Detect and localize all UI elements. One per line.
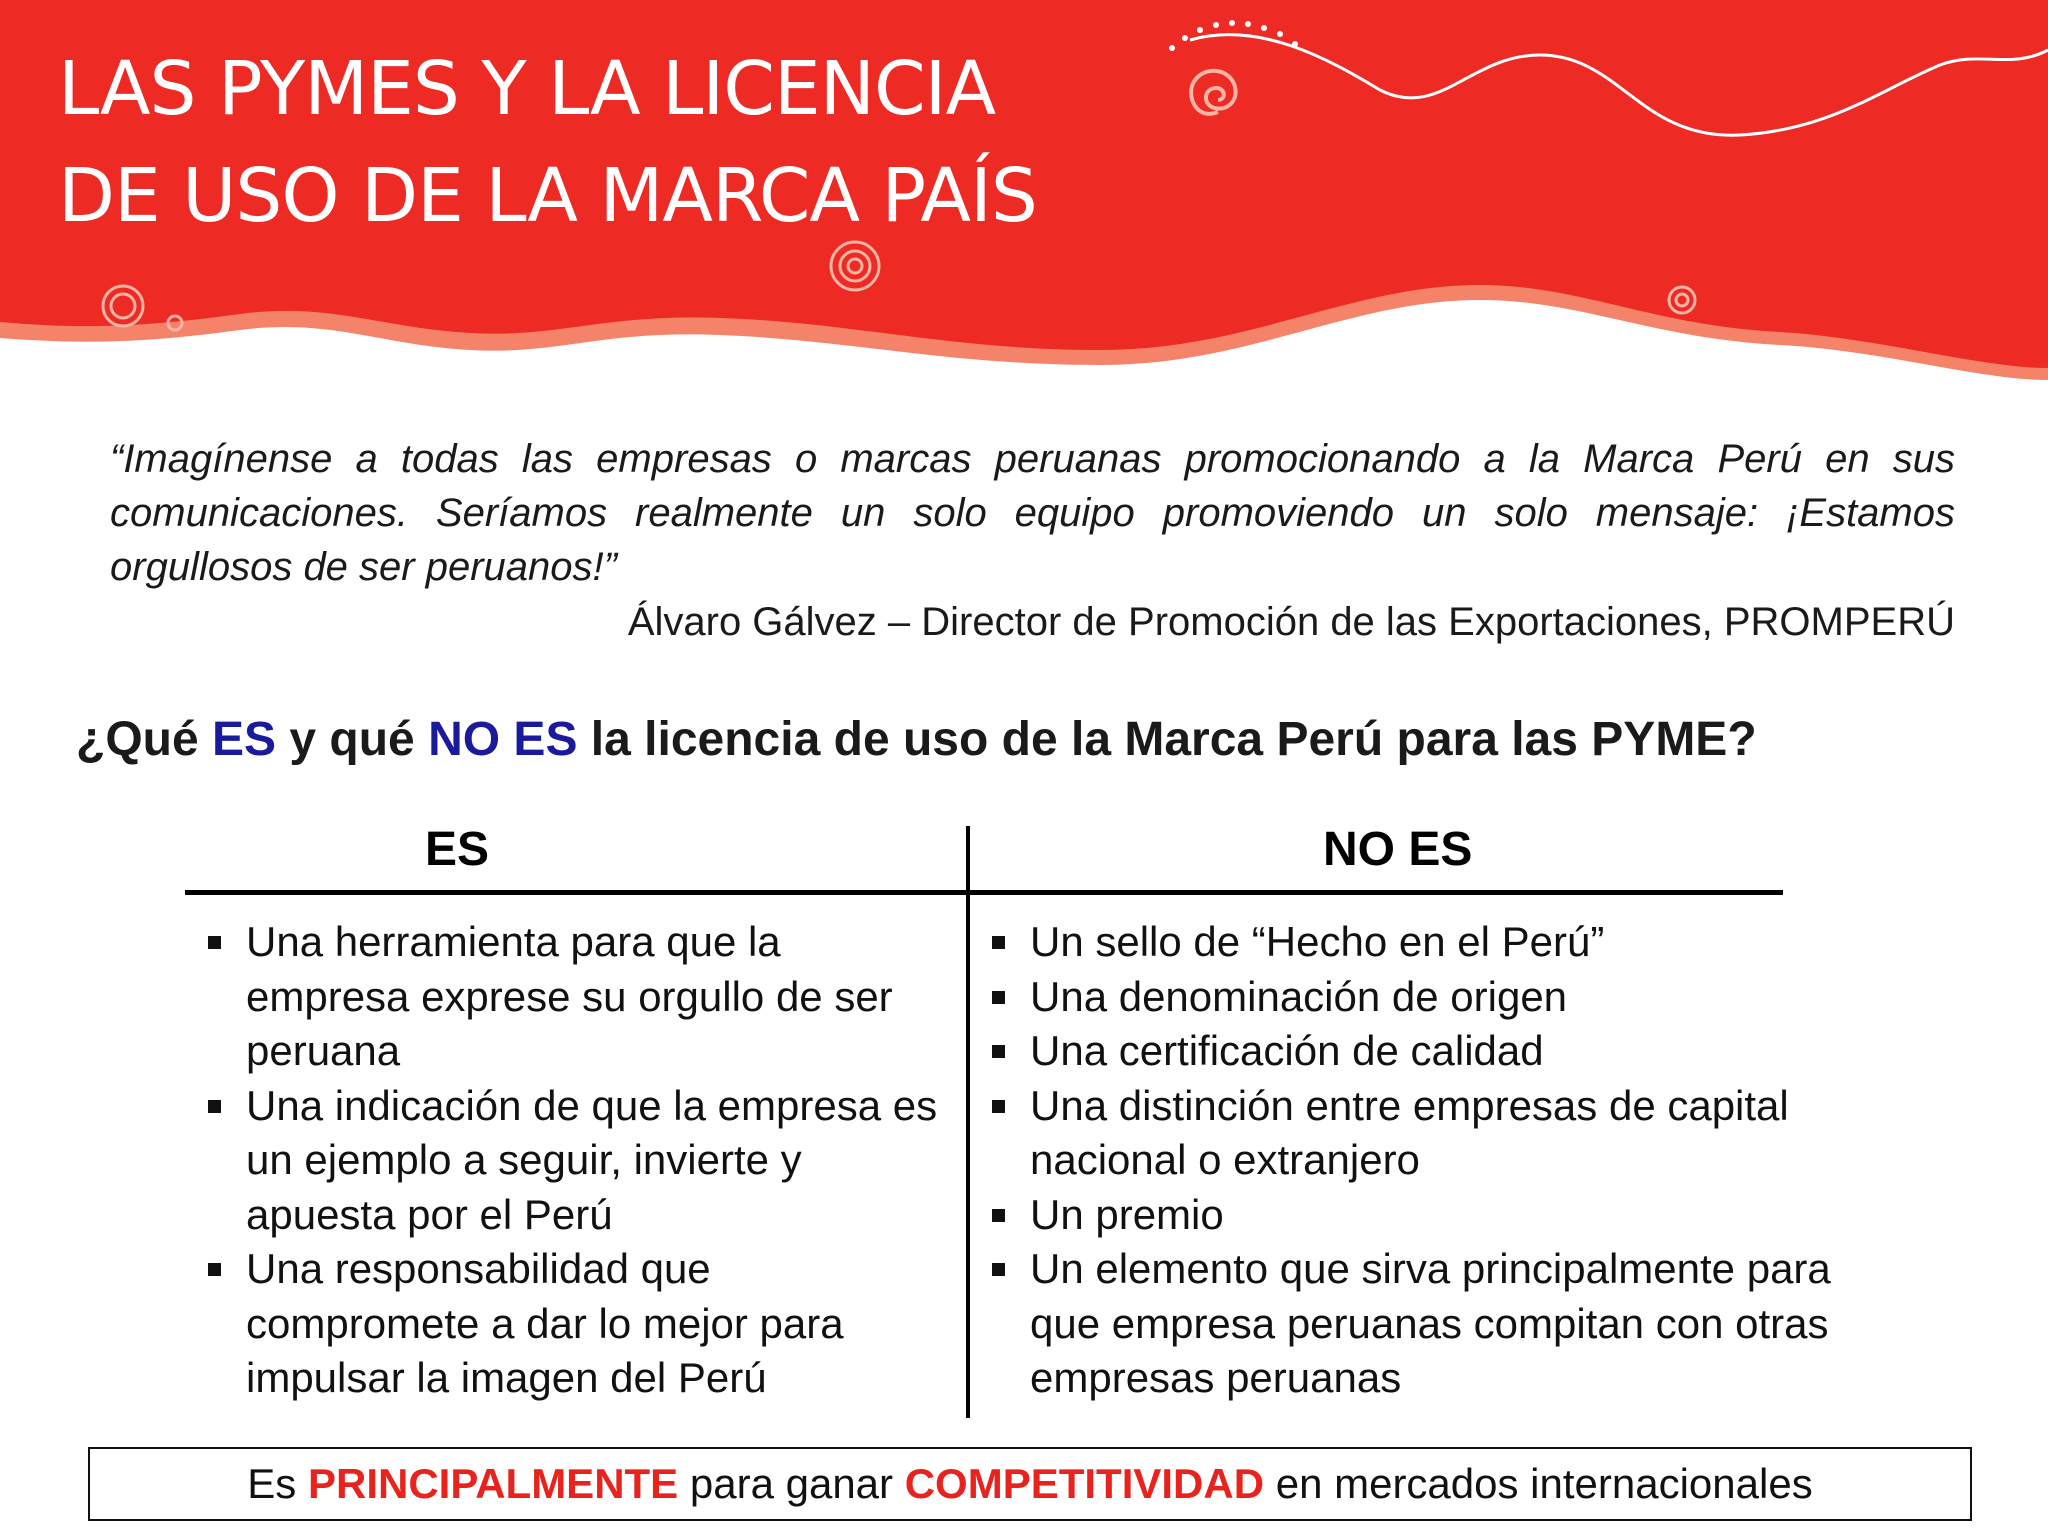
- bullet-icon: [992, 991, 1005, 1004]
- es-list-item: [208, 1242, 948, 1406]
- question-part-2: y qué: [276, 713, 429, 766]
- quote-author: Álvaro Gálvez – Director de Promoción de las Exportaciones, PROMPERÚ: [627, 600, 1955, 644]
- conclusion-highlight-1: PRINCIPALMENTE: [307, 1460, 679, 1507]
- conclusion-highlight-2: COMPETITIVIDAD: [904, 1460, 1265, 1507]
- no-es-item-text: Una denominación de origen: [1030, 972, 1568, 1020]
- bullet-icon: [992, 1100, 1005, 1113]
- bullet-icon: [208, 1100, 221, 1113]
- bullet-icon: [992, 1045, 1005, 1058]
- es-item-text: Una responsabilidad que compromete a dar lo mejor para impulsar la imagen del Perú: [246, 1245, 844, 1401]
- no-es-list-item: [992, 1188, 1832, 1243]
- bullet-icon: [992, 1263, 1005, 1276]
- bullet-icon: [208, 936, 221, 949]
- question-es: ES: [212, 713, 277, 766]
- es-list-item: [208, 1079, 948, 1243]
- no-es-list-item: [992, 1024, 1832, 1079]
- es-item-text: Una indicación de que la empresa es un ejemplo a seguir, invierte y apuesta por el Perú: [246, 1081, 938, 1238]
- no-es-list-item: [992, 915, 1832, 970]
- bullet-icon: [208, 1263, 221, 1276]
- no-es-list: [992, 915, 1832, 1406]
- title-line-1: LAS PYMES Y LA LICENCIA: [58, 46, 996, 132]
- question-part-3: la licencia de uso de la Marca Perú para las PYME?: [577, 713, 1757, 766]
- no-es-item-text: Un sello de “Hecho en el Perú”: [1030, 918, 1605, 965]
- bullet-icon: [992, 936, 1005, 949]
- page-title: [58, 36, 1037, 250]
- no-es-item-text: Una distinción entre empresas de capital nacional o extranjero: [1030, 1081, 1789, 1183]
- question-part-1: ¿Qué: [76, 713, 213, 766]
- table-header-divider: [185, 890, 1783, 895]
- es-item-text: Una herramienta para que la empresa exprese su orgullo de ser peruana: [246, 918, 893, 1074]
- conclusion-part-2: para ganar: [678, 1460, 905, 1507]
- es-list-item: [208, 915, 948, 1079]
- no-es-list-item: [992, 970, 1832, 1025]
- no-es-list-item: [992, 1079, 1832, 1188]
- conclusion-part-1: Es: [247, 1460, 308, 1507]
- es-list: [208, 915, 948, 1406]
- es-column-header: ES: [425, 823, 490, 876]
- conclusion-box: [88, 1447, 1972, 1521]
- quote-text: “Imagínense a todas las empresas o marcas peruanas promocionando a la Marca Perú en sus comunicaciones. Seríamos realmente un solo equipo promoviendo un solo mensaje: ¡Estamos orgullosos de ser peruanos!”: [110, 437, 1955, 589]
- no-es-column-header: NO ES: [1323, 823, 1473, 876]
- title-line-2: DE USO DE LA MARCA PAÍS: [58, 153, 1037, 239]
- question-no-es: NO ES: [428, 713, 578, 766]
- no-es-list-item: [992, 1242, 1832, 1406]
- no-es-item-text: Un elemento que sirva principalmente para que empresa peruanas compitan con otras empresas peruanas: [1030, 1245, 1831, 1401]
- table-column-divider: [966, 826, 970, 1418]
- section-question: [76, 712, 1757, 767]
- bullet-icon: [992, 1209, 1005, 1222]
- no-es-item-text: Una certificación de calidad: [1030, 1027, 1544, 1074]
- conclusion-part-3: en mercados internacionales: [1264, 1460, 1813, 1507]
- no-es-item-text: Un premio: [1030, 1190, 1224, 1238]
